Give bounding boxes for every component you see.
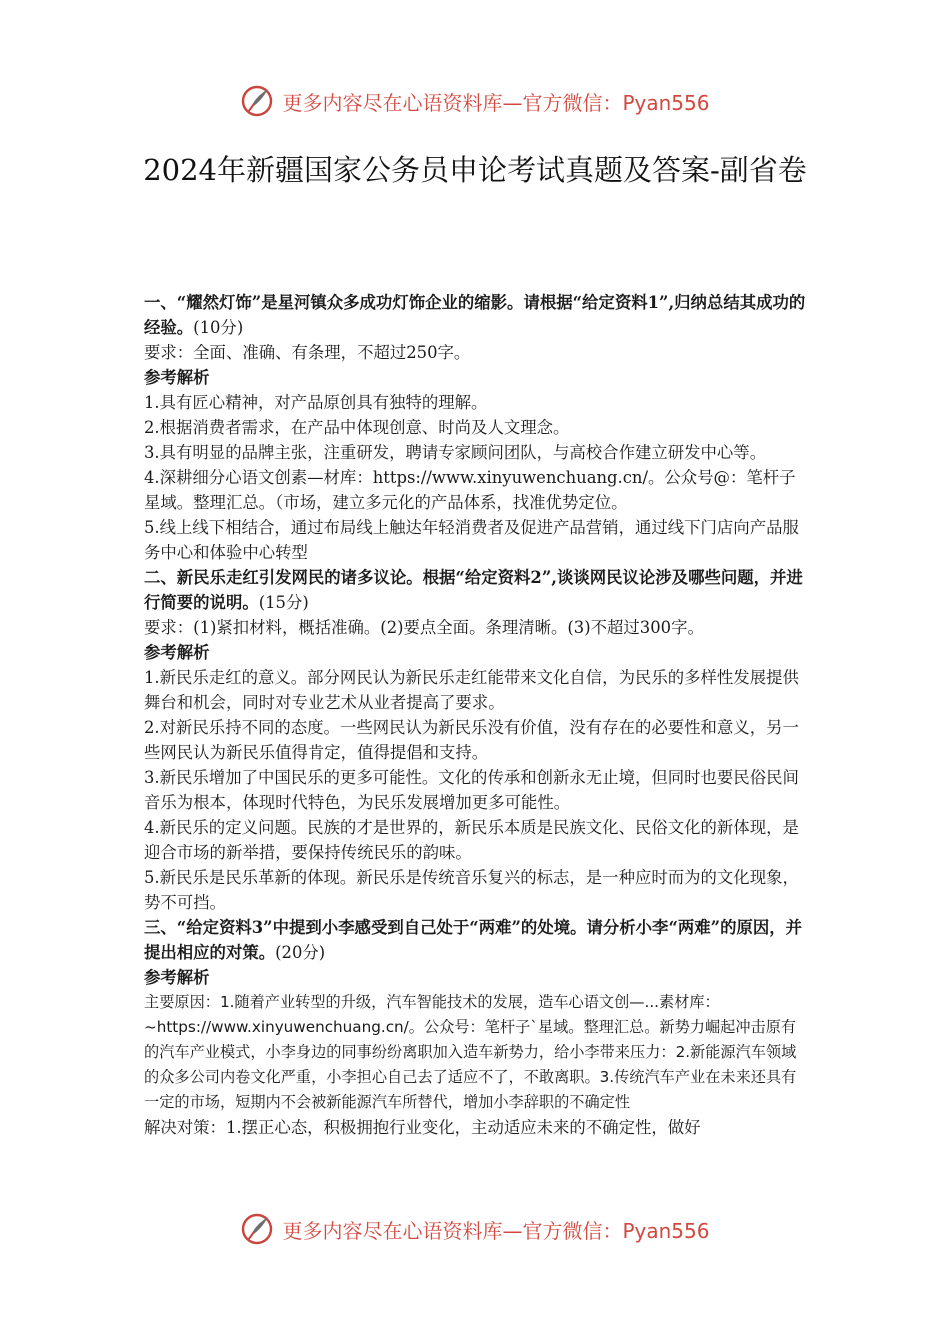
question-2-requirement: 要求：(1)紧扣材料，概括准确。(2)要点全面。条理清晰。(3)不超过300字。 <box>144 618 704 637</box>
footer-banner-text: 更多内容尽在心语资料库—官方微信：Pyan556 <box>282 1218 710 1243</box>
question-1-score: (10分) <box>193 318 244 337</box>
question-3-analysis-heading: 参考解析 <box>144 968 210 987</box>
footer-banner <box>0 1212 950 1246</box>
q1-answer-1: 1.具有匠心精神，对产品原创具有独特的理解。 <box>144 393 488 412</box>
question-3-score: (20分) <box>275 943 326 962</box>
q2-answer-2: 2.对新民乐持不同的态度。一些网民认为新民乐没有价值，没有存在的必要性和意义，另一些网民认为新民乐值得肯定，值得提倡和支持。 <box>144 718 799 762</box>
q1-answer-5: 5.线上线下相结合，通过布局线上触达年轻消费者及促进产品营销，通过线下门店向产品服务中心和体验中心转型 <box>144 518 799 562</box>
header-banner <box>0 84 950 118</box>
q3-solution: 解决对策：1.摆正心态，积极拥抱行业变化，主动适应未来的不确定性，做好 <box>144 1118 701 1137</box>
feather-pen-logo <box>240 1212 274 1246</box>
page-title: 2024年新疆国家公务员申论考试真题及答案-副省卷 <box>143 153 807 187</box>
q3-reasons: 主要原因：1.随着产业转型的升级，汽车智能技术的发展，造车心语文创—...素材库：~https://www.xinyuwenchuang.cn/。公众号：笔杆子`星域。整理汇总。新势力崛起冲击原有的汽车产业模式，小李身边的同事纷纷离职加入造车新势力，给小李带来压力：2.新能源汽车领域的众多公司内卷文化严重，小李担心自己去了适应不了，不敢离职。3.传统汽车产业在未来还具有一定的市场，短期内不会被新能源汽车所替代，增加小李辞职的不确定性 <box>144 993 797 1111</box>
q1-answer-2: 2.根据消费者需求，在产品中体现创意、时尚及人文理念。 <box>144 418 570 437</box>
question-2-text: 二、新民乐走红引发网民的诸多议论。根据“给定资料2”,谈谈网民议论涉及哪些问题，并进行简要的说明。 <box>144 568 803 612</box>
q2-answer-5: 5.新民乐是民乐革新的体现。新民乐是传统音乐复兴的标志，是一种应时而为的文化现象，势不可挡。 <box>144 868 799 912</box>
question-1-requirement: 要求：全面、准确、有条理，不超过250字。 <box>144 343 471 362</box>
question-1-analysis-heading: 参考解析 <box>144 368 210 387</box>
question-2-analysis-heading: 参考解析 <box>144 643 210 662</box>
feather-pen-logo <box>240 84 274 118</box>
question-2 <box>144 565 806 615</box>
question-2-score: (15分) <box>258 593 309 612</box>
q2-answer-4: 4.新民乐的定义问题。民族的才是世界的，新民乐本质是民族文化、民俗文化的新体现，是迎合市场的新举措，要保持传统民乐的韵味。 <box>144 818 799 862</box>
question-1 <box>144 290 806 340</box>
question-3 <box>144 915 806 965</box>
question-3-text: 三、“给定资料3”中提到小李感受到自己处于“两难”的处境。请分析小李“两难”的原因，并提出相应的对策。 <box>144 918 803 962</box>
question-1-text: 一、“耀然灯饰”是星河镇众多成功灯饰企业的缩影。请根据“给定资料1”,归纳总结其成功的经验。 <box>144 293 806 337</box>
document-body <box>144 290 806 1140</box>
q1-answer-3: 3.具有明显的品牌主张，注重研发，聘请专家顾问团队，与高校合作建立研发中心等。 <box>144 443 767 462</box>
header-banner-text: 更多内容尽在心语资料库—官方微信：Pyan556 <box>282 90 710 115</box>
q1-answer-4: 4.深耕细分心语文创素—材库：https://www.xinyuwenchuang.cn/。公众号@：笔杆子星域。整理汇总。（市场，建立多元化的产品体系，找准优势定位。 <box>144 468 796 512</box>
q2-answer-3: 3.新民乐增加了中国民乐的更多可能性。文化的传承和创新永无止境，但同时也要民俗民间音乐为根本，体现时代特色，为民乐发展增加更多可能性。 <box>144 768 799 812</box>
q2-answer-1: 1.新民乐走红的意义。部分网民认为新民乐走红能带来文化自信，为民乐的多样性发展提供舞台和机会，同时对专业艺术从业者提高了要求。 <box>144 668 799 712</box>
